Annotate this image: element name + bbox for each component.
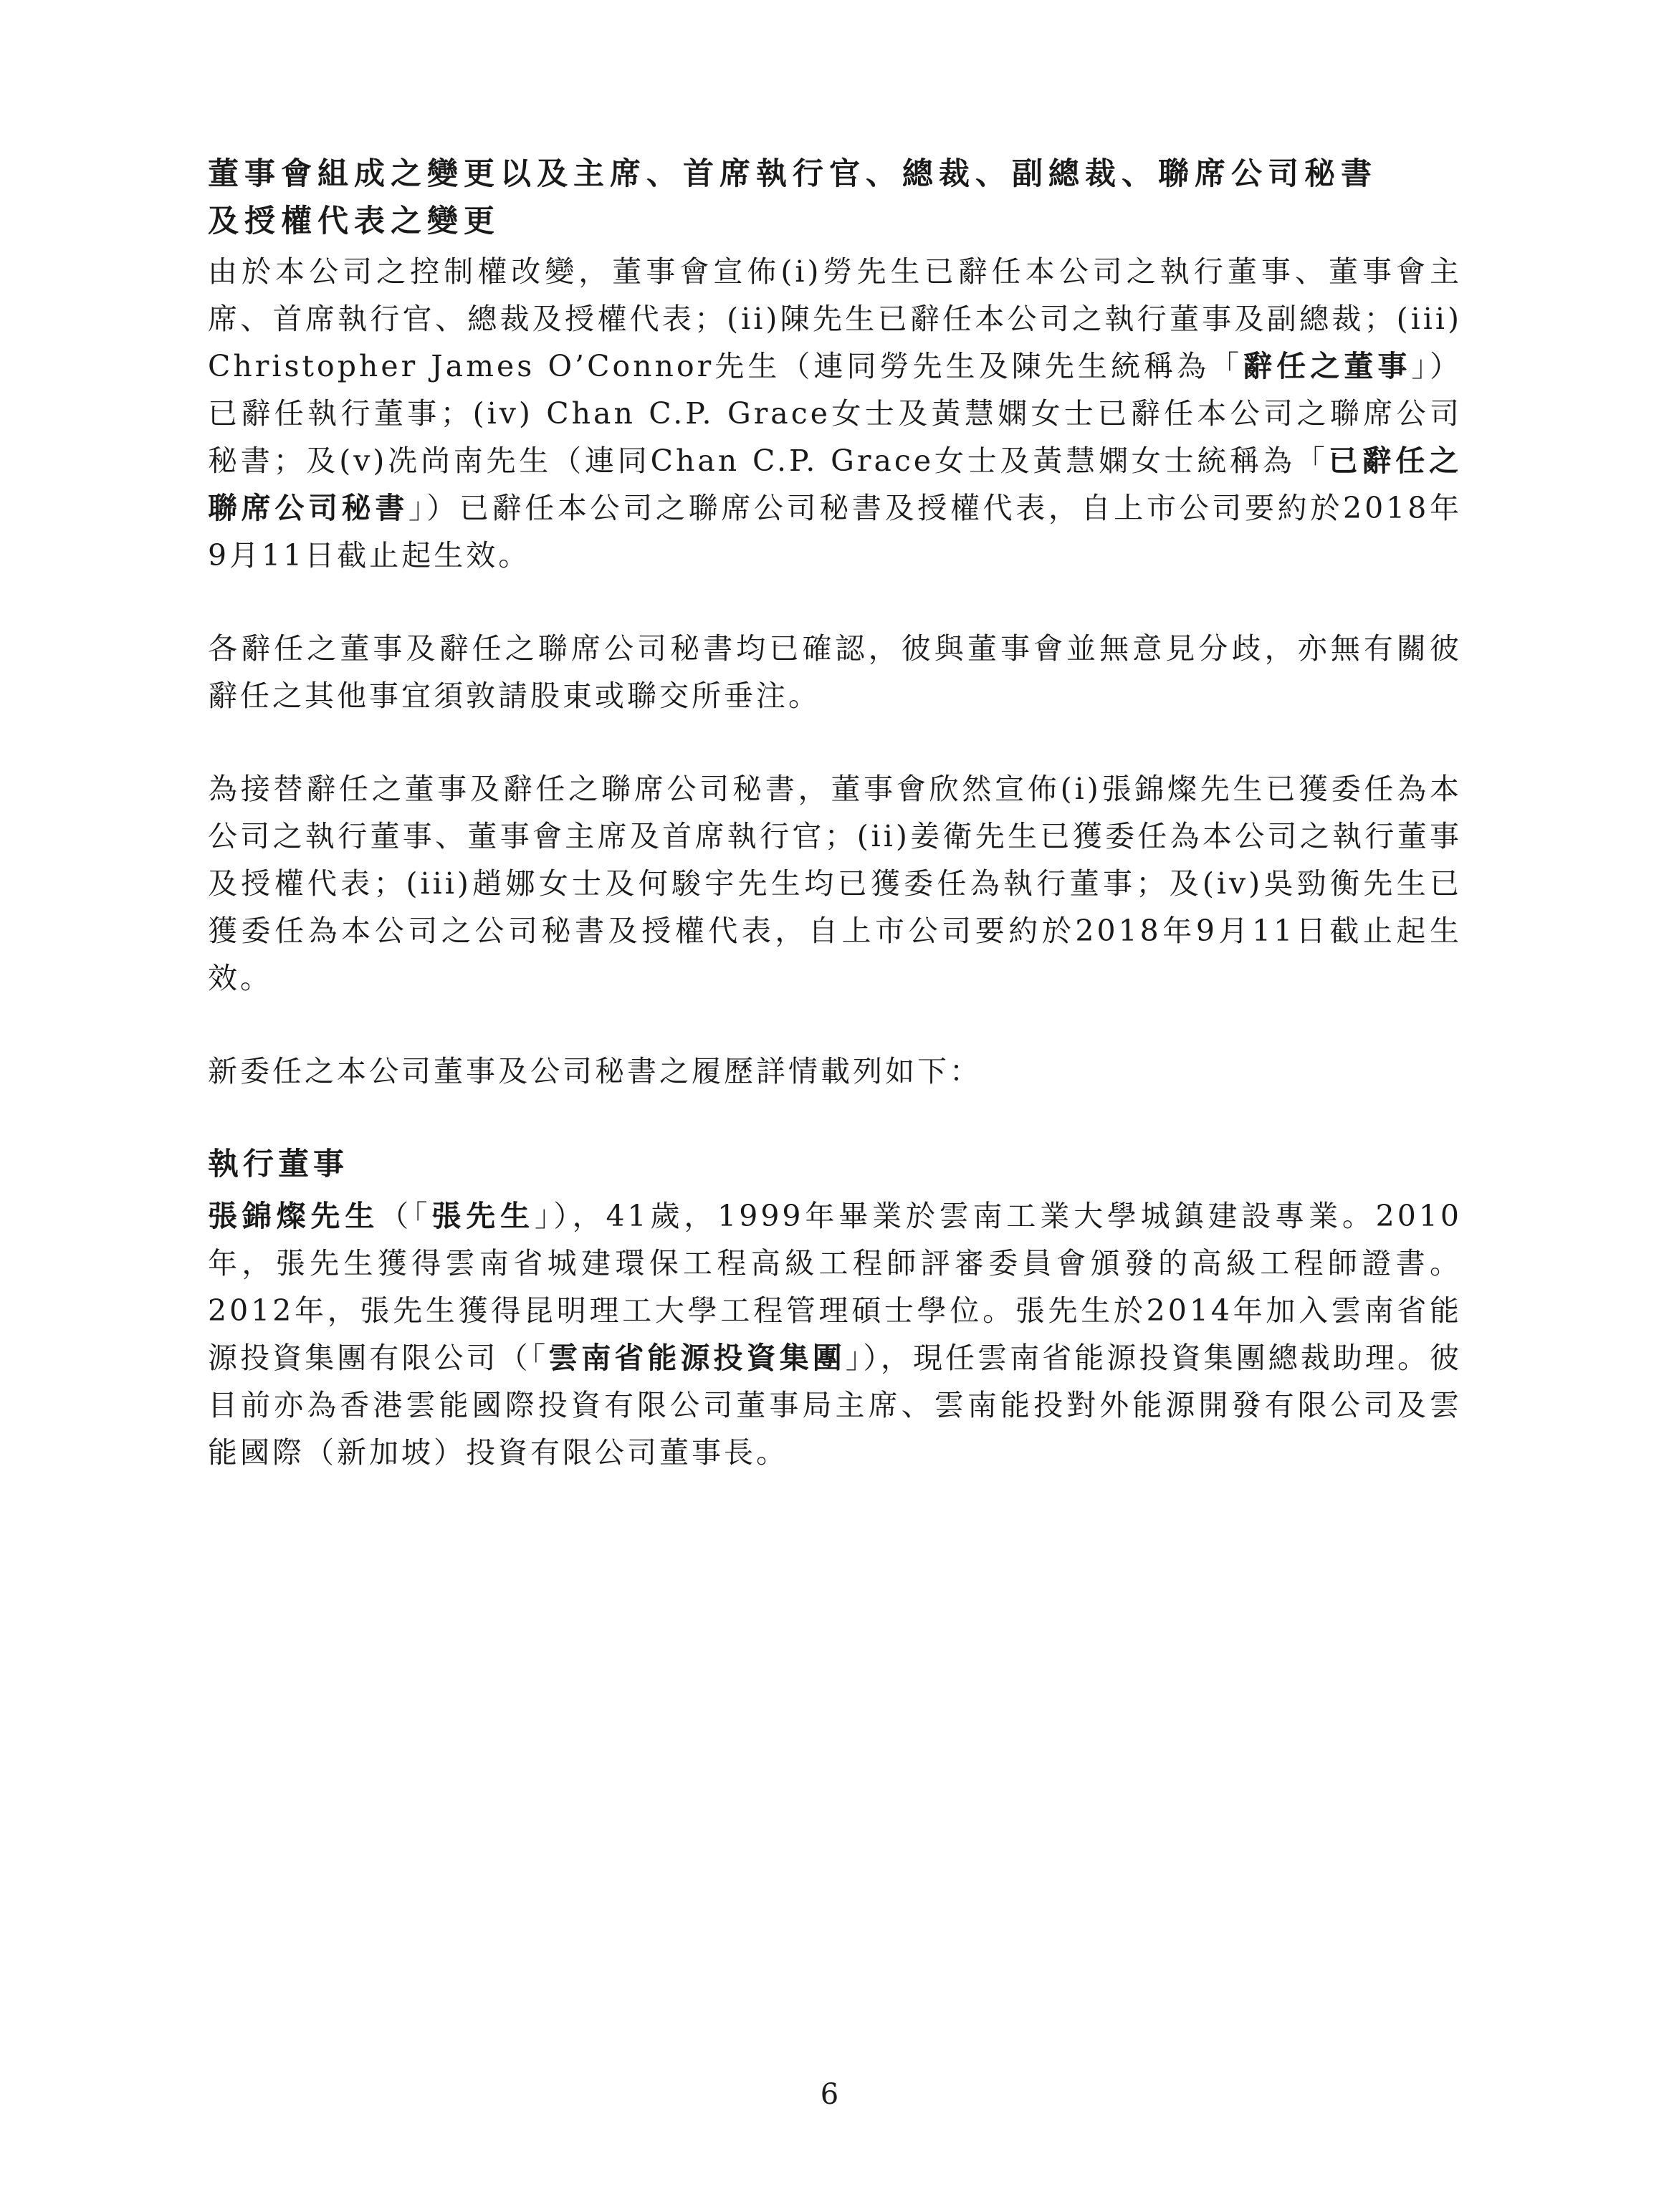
para1-text-3: 」）已辭任本公司之聯席公司秘書及授權代表，自上市公司要約於2018年9月11日截止起生效。 (208, 491, 1462, 573)
defined-term-mr-zhang: 張先生 (431, 1199, 535, 1233)
paragraph-biography-intro: 新委任之本公司董事及公司秘書之履歷詳情載列如下： (208, 1054, 982, 1088)
page-number: 6 (820, 2078, 839, 2111)
document-body (208, 150, 1462, 1522)
paragraph-biography-zhang (208, 1192, 1462, 1476)
section-title-line2: 及授權代表之變更 (208, 204, 500, 239)
defined-term-yunnan-energy-group: 雲南省能源投資集團 (548, 1341, 846, 1375)
person-name-zhang: 張錦燦先生 (208, 1199, 380, 1233)
paragraph-resignations (208, 248, 1462, 579)
para1-text-1: 由於本公司之控制權改變，董事會宣佈(i)勞先生已辭任本公司之執行董事、董事會主席、首席執行官、總裁及授權代表；(ii)陳先生已辭任本公司之執行董事及副總裁；(iii) Christopher James O’Connor先生（連同勞先生及陳先生統稱為「 (208, 254, 1462, 383)
para1-text-2: 」）已辭任執行董事；(iv) Chan C.P. Grace女士及黃慧嫻女士已辭任本公司之聯席公司秘書；及(v)冼尚南先生（連同Chan C.P. Grace女士及黃慧嫻女士統稱為「 (208, 349, 1463, 478)
para5-text-1: （「 (379, 1199, 432, 1233)
para5-text-3: 」），現任雲南省能源投資集團總裁助理。彼目前亦為香港雲能國際投資有限公司董事局主席、雲南能投對外能源開發有限公司及雲能國際（新加坡）投資有限公司董事長。 (208, 1341, 1463, 1470)
subsection-title: 執行董事 (208, 1146, 348, 1182)
defined-term-resigning-directors: 辭任之董事 (1243, 349, 1412, 383)
paragraph-confirmation: 各辭任之董事及辭任之聯席公司秘書均已確認，彼與董事會並無意見分歧，亦無有關彼辭任之其他事宜須敦請股東或聯交所垂注。 (208, 631, 1462, 713)
section-title-line1: 董事會組成之變更以及主席、首席執行官、總裁、副總裁、聯席公司秘書 (208, 156, 1377, 192)
defined-term-resigning-joint-secretaries: 已辭任之聯席公司秘書 (208, 444, 1463, 525)
section-title (208, 150, 1462, 245)
paragraph-appointments: 為接替辭任之董事及辭任之聯席公司秘書，董事會欣然宣佈(i)張錦燦先生已獲委任為本公司之執行董事、董事會主席及首席執行官；(ii)姜衛先生已獲委任為本公司之執行董事及授權代表；(iii)趙娜女士及何駿宇先生均已獲委任為執行董事；及(iv)吳勁衡先生已獲委任為本公司之公司秘書及授權代表，自上市公司要約於2018年9月11日截止起生效。 (208, 772, 1462, 995)
para5-text-2: 」），41歲，1999年畢業於雲南工業大學城鎮建設專業。2010年，張先生獲得雲南省城建環保工程高級工程師評審委員會頒發的高級工程師證書。2012年，張先生獲得昆明理工大學工程管理碩士學位。張先生於2014年加入雲南省能源投資集團有限公司（「 (208, 1199, 1463, 1375)
